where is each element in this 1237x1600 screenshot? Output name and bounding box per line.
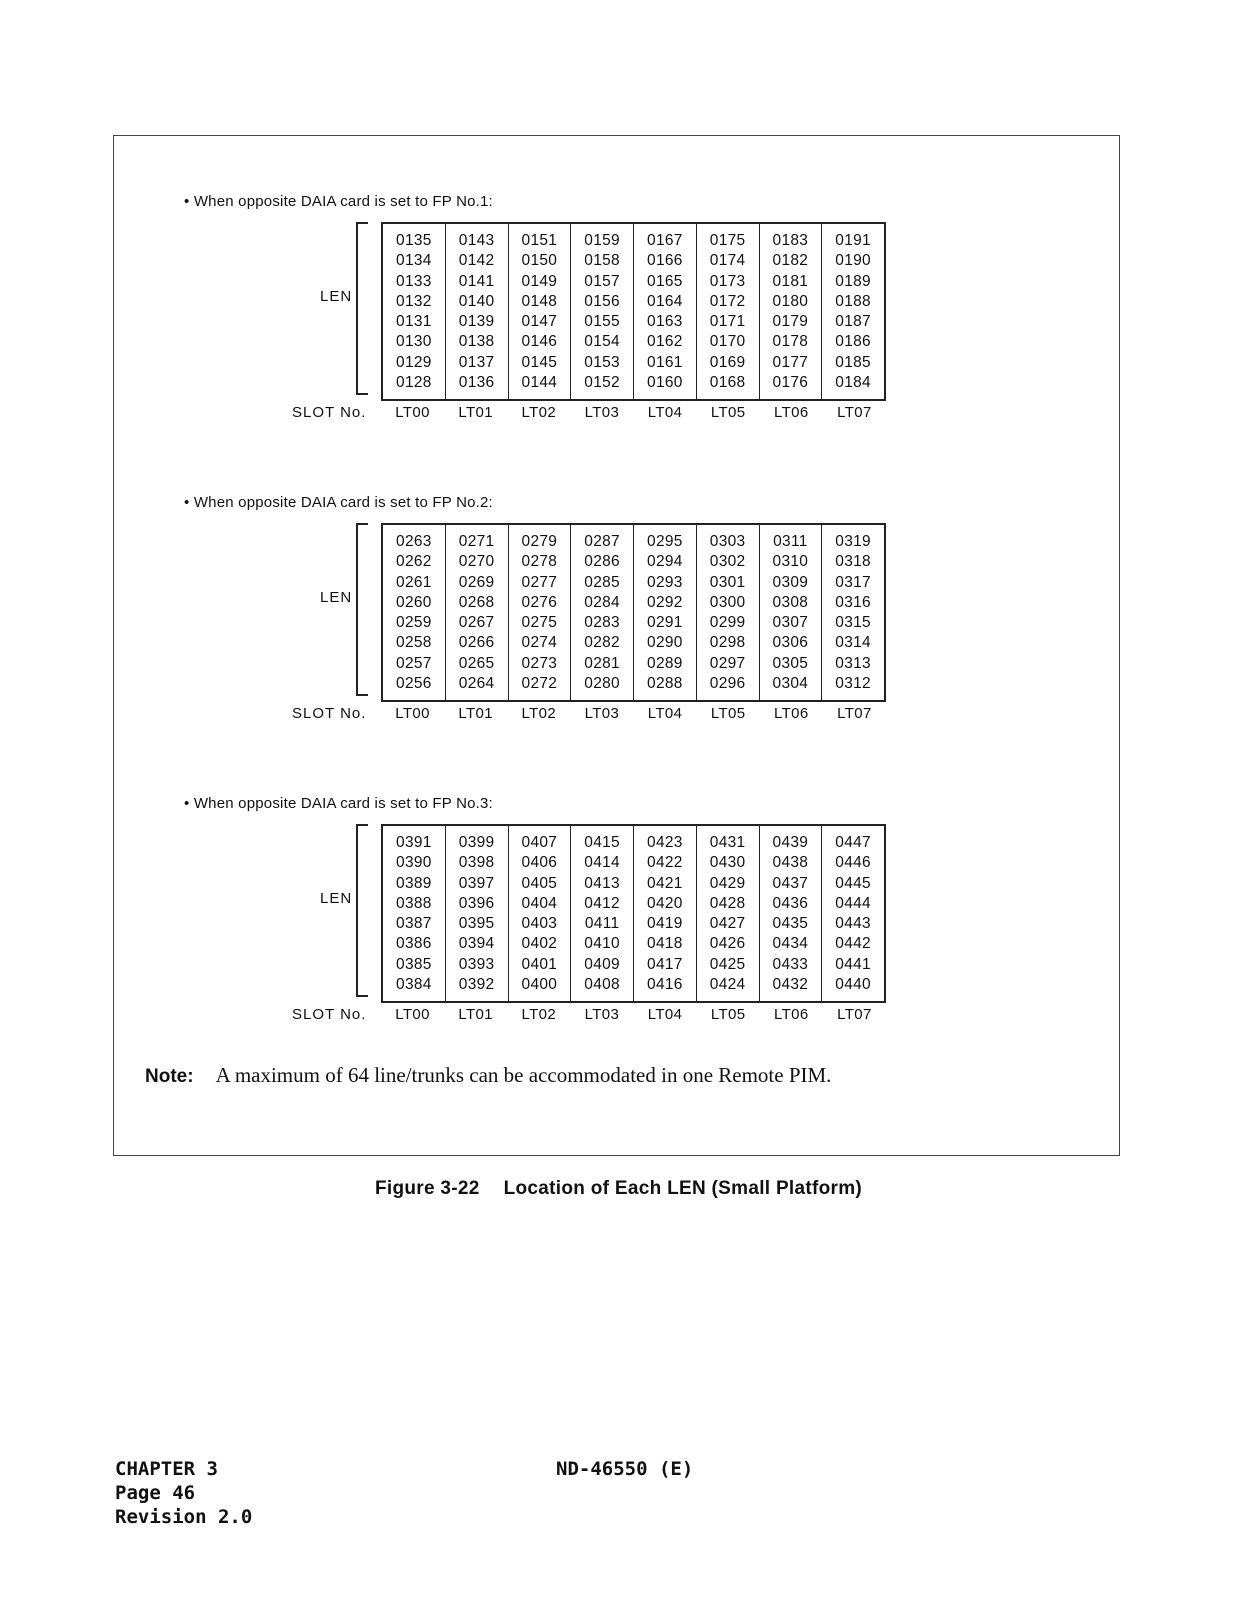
note-text: A maximum of 64 line/trunks can be accommodated in one Remote PIM. [215, 1063, 832, 1087]
len-cell: 0435 [772, 915, 809, 933]
len-cell: 0443 [835, 915, 871, 933]
slot-column-lt01 [446, 224, 509, 399]
len-cell: 0424 [709, 976, 746, 994]
len-cell: 0423 [647, 834, 683, 851]
slot-label: LT02 [521, 1006, 557, 1023]
slot-column-lt05 [697, 224, 760, 399]
len-cell: 0179 [772, 313, 809, 331]
len-cell: 0313 [835, 654, 871, 672]
len-cell: 0287 [584, 533, 620, 550]
len-cell: 0173 [709, 272, 746, 290]
len-cell: 0273 [521, 654, 558, 672]
len-cell: 0184 [835, 374, 871, 392]
slot-column-lt07 [822, 826, 884, 1001]
len-cell: 0134 [396, 252, 432, 270]
len-cell: 0314 [835, 634, 871, 652]
len-cell: 0395 [458, 915, 495, 933]
len-cell: 0410 [584, 935, 620, 953]
len-cell: 0261 [396, 573, 432, 591]
len-cell: 0274 [521, 634, 558, 652]
len-cell: 0139 [458, 313, 495, 331]
len-cell: 0299 [709, 614, 746, 632]
len-cell: 0417 [647, 955, 683, 973]
len-cell: 0136 [458, 374, 495, 392]
len-cell: 0388 [396, 894, 432, 912]
slot-label: LT03 [584, 1006, 620, 1023]
slot-label: LT03 [584, 705, 620, 722]
len-cell: 0153 [584, 353, 620, 371]
len-cell: 0416 [647, 976, 683, 994]
len-cell: 0131 [396, 313, 432, 331]
len-cell: 0315 [835, 614, 871, 632]
len-cell: 0279 [521, 533, 558, 550]
slot-row [381, 705, 886, 722]
len-cell: 0265 [458, 654, 495, 672]
len-cell: 0427 [709, 915, 746, 933]
len-cell: 0291 [647, 614, 683, 632]
len-cell: 0308 [772, 593, 809, 611]
len-cell: 0260 [396, 593, 432, 611]
figure-title: Location of Each LEN (Small Platform) [503, 1178, 863, 1199]
slot-column-lt02 [509, 224, 572, 399]
slot-column-lt00 [383, 826, 446, 1001]
len-cell: 0298 [709, 634, 746, 652]
slot-number-label: SLOT No. [292, 404, 367, 421]
slot-column-lt05 [697, 525, 760, 700]
len-cell: 0401 [521, 955, 558, 973]
len-cell: 0278 [521, 553, 558, 571]
len-cell: 0140 [458, 292, 495, 310]
len-cell: 0447 [835, 834, 871, 851]
len-cell: 0312 [835, 675, 871, 693]
len-cell: 0406 [521, 854, 558, 872]
slot-column-lt07 [822, 525, 884, 700]
len-cell: 0284 [584, 593, 620, 611]
len-cell: 0433 [772, 955, 809, 973]
len-cell: 0141 [458, 272, 495, 290]
len-cell: 0437 [772, 874, 809, 892]
len-cell: 0425 [709, 955, 746, 973]
len-cell: 0271 [458, 533, 495, 550]
len-cell: 0295 [647, 533, 683, 550]
len-cell: 0180 [772, 292, 809, 310]
slot-column-lt03 [571, 525, 634, 700]
len-cell: 0267 [458, 614, 495, 632]
len-cell: 0270 [458, 553, 495, 571]
len-cell: 0159 [584, 232, 620, 249]
len-cell: 0269 [458, 573, 495, 591]
len-cell: 0319 [835, 533, 871, 550]
len-cell: 0263 [396, 533, 432, 550]
len-cell: 0304 [772, 675, 809, 693]
slot-label: LT00 [395, 404, 430, 421]
slot-label: LT05 [710, 1006, 746, 1023]
len-cell: 0403 [521, 915, 558, 933]
len-cell: 0166 [647, 252, 683, 270]
len-cell: 0188 [835, 292, 871, 310]
slot-column-lt05 [697, 826, 760, 1001]
len-cell: 0292 [647, 593, 683, 611]
len-cell: 0177 [772, 353, 809, 371]
len-cell: 0135 [396, 232, 432, 249]
len-cell: 0305 [772, 654, 809, 672]
len-cell: 0402 [521, 935, 558, 953]
len-label: LEN [320, 288, 353, 305]
len-cell: 0174 [709, 252, 746, 270]
len-cell: 0440 [835, 976, 871, 994]
len-cell: 0389 [396, 874, 432, 892]
slot-label: LT07 [837, 1006, 872, 1023]
len-cell: 0297 [709, 654, 746, 672]
slot-column-lt01 [446, 525, 509, 700]
len-grid [381, 222, 886, 401]
len-cell: 0310 [772, 553, 809, 571]
slot-label: LT02 [521, 705, 557, 722]
len-cell: 0183 [772, 232, 809, 249]
len-cell: 0294 [647, 553, 683, 571]
len-cell: 0276 [521, 593, 558, 611]
len-grid [381, 824, 886, 1003]
len-cell: 0288 [647, 675, 683, 693]
slot-column-lt04 [634, 224, 697, 399]
len-cell: 0142 [458, 252, 495, 270]
len-cell: 0178 [772, 333, 809, 351]
slot-column-lt03 [571, 224, 634, 399]
len-cell: 0300 [709, 593, 746, 611]
len-cell: 0446 [835, 854, 871, 872]
slot-column-lt06 [760, 525, 823, 700]
slot-label: LT03 [584, 404, 620, 421]
len-cell: 0399 [458, 834, 495, 851]
len-cell: 0143 [458, 232, 495, 249]
len-cell: 0301 [709, 573, 746, 591]
len-cell: 0187 [835, 313, 871, 331]
len-cell: 0392 [458, 976, 495, 994]
len-grid [381, 523, 886, 702]
len-cell: 0434 [772, 935, 809, 953]
len-cell: 0420 [647, 894, 683, 912]
len-cell: 0163 [647, 313, 683, 331]
slot-column-lt03 [571, 826, 634, 1001]
len-cell: 0390 [396, 854, 432, 872]
figure-number: Figure 3-22 [374, 1178, 480, 1199]
len-cell: 0311 [773, 533, 808, 550]
len-cell: 0285 [584, 573, 620, 591]
note [145, 1063, 831, 1088]
section-caption: • When opposite DAIA card is set to FP No.1: [184, 193, 493, 210]
slot-column-lt00 [383, 525, 446, 700]
len-cell: 0405 [521, 874, 558, 892]
len-cell: 0262 [396, 553, 432, 571]
len-cell: 0152 [584, 374, 620, 392]
len-cell: 0441 [835, 955, 871, 973]
len-cell: 0172 [709, 292, 746, 310]
slot-column-lt04 [634, 525, 697, 700]
len-cell: 0256 [396, 675, 432, 693]
len-cell: 0400 [521, 976, 558, 994]
len-cell: 0393 [458, 955, 495, 973]
len-cell: 0182 [772, 252, 809, 270]
len-label: LEN [320, 589, 353, 606]
len-cell: 0185 [835, 353, 871, 371]
footer-page: Page 46 [115, 1482, 196, 1504]
section-caption: • When opposite DAIA card is set to FP No.3: [184, 795, 493, 812]
slot-column-lt04 [634, 826, 697, 1001]
len-cell: 0385 [396, 955, 432, 973]
len-section-fp3 [0, 795, 1237, 1025]
len-cell: 0167 [647, 232, 683, 249]
len-cell: 0190 [835, 252, 871, 270]
slot-label: LT06 [773, 404, 809, 421]
len-cell: 0280 [584, 675, 620, 693]
len-cell: 0144 [521, 374, 558, 392]
len-cell: 0130 [396, 333, 432, 351]
slot-label: LT04 [647, 705, 683, 722]
len-cell: 0282 [584, 634, 620, 652]
slot-label: LT05 [710, 705, 746, 722]
slot-row [381, 1006, 886, 1023]
len-cell: 0283 [584, 614, 620, 632]
footer-left [115, 1457, 252, 1529]
len-cell: 0436 [772, 894, 809, 912]
len-cell: 0411 [584, 915, 620, 933]
slot-label: LT06 [773, 705, 809, 722]
len-cell: 0165 [647, 272, 683, 290]
len-cell: 0412 [584, 894, 620, 912]
len-cell: 0175 [709, 232, 746, 249]
len-section-fp2 [0, 494, 1237, 724]
len-cell: 0155 [584, 313, 620, 331]
len-cell: 0168 [709, 374, 746, 392]
slot-label: LT00 [395, 705, 430, 722]
len-bracket [356, 523, 368, 696]
len-cell: 0409 [584, 955, 620, 973]
len-cell: 0272 [521, 675, 558, 693]
len-cell: 0148 [521, 292, 558, 310]
len-cell: 0257 [396, 654, 432, 672]
len-cell: 0386 [396, 935, 432, 953]
len-cell: 0186 [835, 333, 871, 351]
len-cell: 0445 [835, 874, 871, 892]
figure-caption [0, 1178, 1237, 1200]
len-cell: 0161 [647, 353, 683, 371]
len-cell: 0162 [647, 333, 683, 351]
len-cell: 0132 [396, 292, 432, 310]
len-cell: 0317 [835, 573, 871, 591]
len-cell: 0259 [396, 614, 432, 632]
len-cell: 0418 [647, 935, 683, 953]
len-cell: 0289 [647, 654, 683, 672]
len-cell: 0157 [584, 272, 620, 290]
slot-column-lt00 [383, 224, 446, 399]
len-cell: 0394 [458, 935, 495, 953]
len-cell: 0264 [458, 675, 495, 693]
len-cell: 0316 [835, 593, 871, 611]
len-cell: 0384 [396, 976, 432, 994]
len-cell: 0426 [709, 935, 746, 953]
len-cell: 0309 [772, 573, 809, 591]
len-cell: 0145 [521, 353, 558, 371]
len-cell: 0160 [647, 374, 683, 392]
slot-number-label: SLOT No. [292, 705, 367, 722]
note-label: Note: [145, 1066, 194, 1087]
len-cell: 0137 [458, 353, 495, 371]
len-cell: 0391 [396, 834, 432, 851]
len-cell: 0302 [709, 553, 746, 571]
len-cell: 0290 [647, 634, 683, 652]
len-cell: 0266 [458, 634, 495, 652]
slot-label: LT01 [458, 404, 494, 421]
len-cell: 0421 [647, 874, 683, 892]
section-caption: • When opposite DAIA card is set to FP No.2: [184, 494, 493, 511]
len-cell: 0303 [709, 533, 746, 550]
len-cell: 0444 [835, 894, 871, 912]
len-cell: 0151 [521, 232, 558, 249]
len-cell: 0158 [584, 252, 620, 270]
len-cell: 0306 [772, 634, 809, 652]
len-cell: 0258 [396, 634, 432, 652]
len-cell: 0275 [521, 614, 558, 632]
len-cell: 0296 [709, 675, 746, 693]
len-cell: 0154 [584, 333, 620, 351]
len-cell: 0281 [584, 654, 620, 672]
len-cell: 0268 [458, 593, 495, 611]
footer-chapter: CHAPTER 3 [115, 1458, 218, 1480]
slot-label: LT04 [647, 1006, 683, 1023]
len-cell: 0414 [584, 854, 620, 872]
len-cell: 0170 [709, 333, 746, 351]
len-cell: 0147 [521, 313, 558, 331]
len-cell: 0404 [521, 894, 558, 912]
len-cell: 0149 [521, 272, 558, 290]
len-cell: 0307 [772, 614, 809, 632]
len-cell: 0430 [709, 854, 746, 872]
len-cell: 0439 [772, 834, 809, 851]
slot-label: LT01 [458, 1006, 494, 1023]
len-cell: 0407 [521, 834, 558, 851]
len-cell: 0150 [521, 252, 558, 270]
slot-label: LT07 [837, 705, 872, 722]
len-cell: 0171 [709, 313, 746, 331]
slot-row [381, 404, 886, 421]
len-cell: 0129 [396, 353, 432, 371]
len-cell: 0442 [835, 935, 871, 953]
slot-number-label: SLOT No. [292, 1006, 367, 1023]
len-cell: 0133 [396, 272, 432, 290]
len-cell: 0431 [709, 834, 746, 851]
len-cell: 0432 [772, 976, 809, 994]
len-cell: 0422 [647, 854, 683, 872]
len-cell: 0169 [709, 353, 746, 371]
len-cell: 0176 [772, 374, 809, 392]
slot-label: LT06 [773, 1006, 809, 1023]
len-label: LEN [320, 890, 353, 907]
slot-label: LT05 [710, 404, 746, 421]
slot-label: LT04 [647, 404, 683, 421]
slot-column-lt07 [822, 224, 884, 399]
len-cell: 0387 [396, 915, 432, 933]
slot-label: LT00 [395, 1006, 430, 1023]
len-cell: 0428 [709, 894, 746, 912]
len-cell: 0438 [772, 854, 809, 872]
len-cell: 0156 [584, 292, 620, 310]
len-cell: 0128 [396, 374, 432, 392]
len-bracket [356, 824, 368, 997]
len-cell: 0396 [458, 894, 495, 912]
len-cell: 0138 [458, 333, 495, 351]
len-section-fp1 [0, 193, 1237, 423]
len-cell: 0429 [709, 874, 746, 892]
len-cell: 0419 [647, 915, 683, 933]
len-cell: 0318 [835, 553, 871, 571]
len-cell: 0397 [458, 874, 495, 892]
len-cell: 0293 [647, 573, 683, 591]
slot-column-lt06 [760, 224, 823, 399]
len-cell: 0146 [521, 333, 558, 351]
slot-label: LT01 [458, 705, 494, 722]
len-cell: 0191 [835, 232, 871, 249]
slot-label: LT07 [837, 404, 872, 421]
len-cell: 0164 [647, 292, 683, 310]
len-bracket [356, 222, 368, 395]
len-cell: 0181 [772, 272, 809, 290]
len-cell: 0408 [584, 976, 620, 994]
len-cell: 0413 [584, 874, 620, 892]
len-cell: 0398 [458, 854, 495, 872]
slot-column-lt02 [509, 826, 572, 1001]
slot-column-lt06 [760, 826, 823, 1001]
len-cell: 0189 [835, 272, 871, 290]
footer-revision: Revision 2.0 [115, 1506, 253, 1528]
len-cell: 0286 [584, 553, 620, 571]
len-cell: 0277 [521, 573, 558, 591]
len-cell: 0415 [584, 834, 620, 851]
slot-label: LT02 [521, 404, 557, 421]
slot-column-lt01 [446, 826, 509, 1001]
footer-doc-id: ND-46550 (E) [556, 1458, 694, 1480]
slot-column-lt02 [509, 525, 572, 700]
